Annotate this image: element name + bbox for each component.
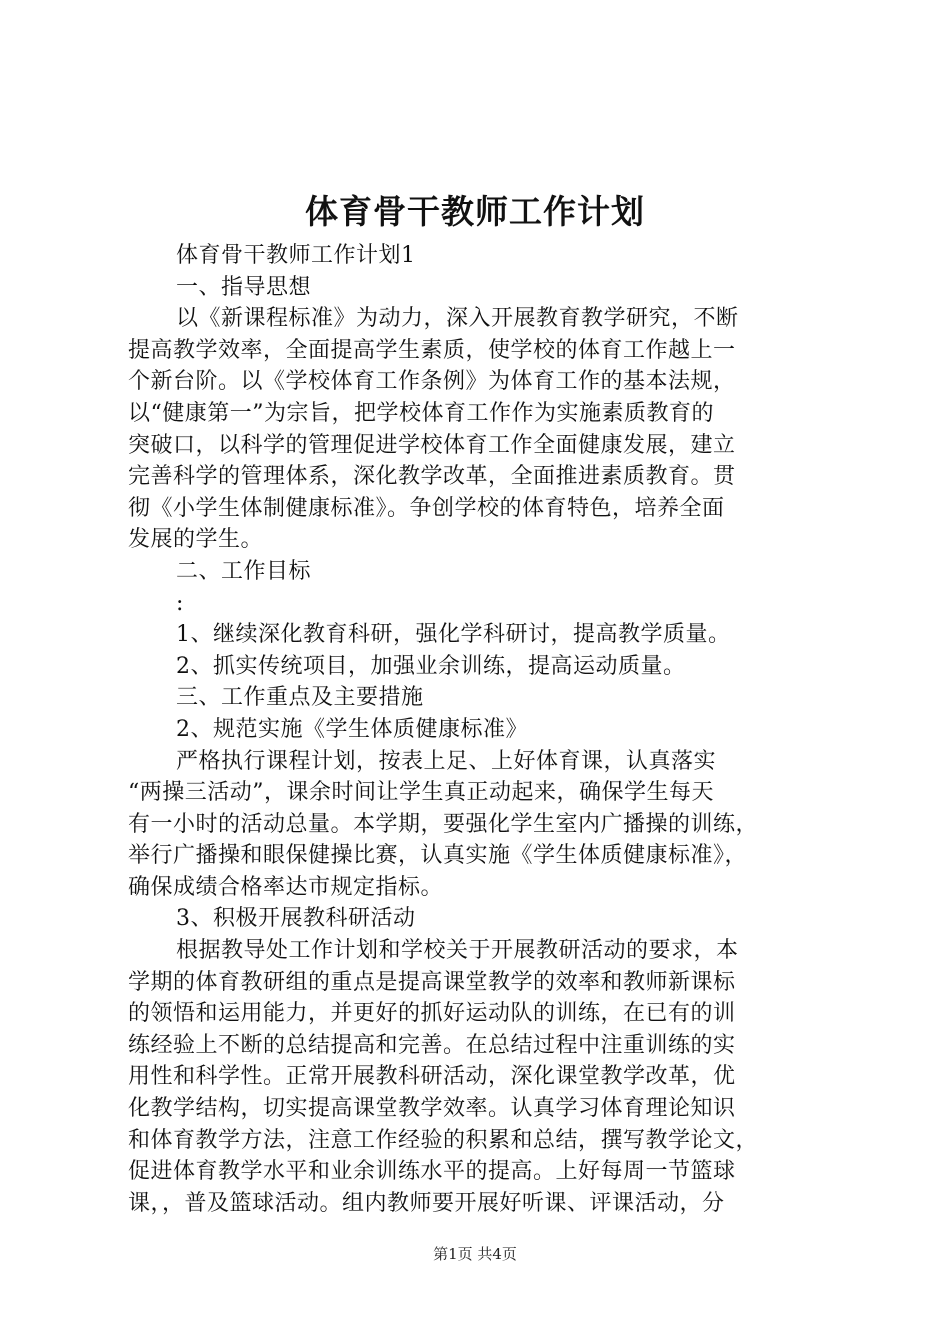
text-line: 3、积极开展教科研活动 [176,906,416,932]
page-footer: 第1页 共4页 [433,1245,517,1263]
text-line: 举行广播操和眼保健操比赛，认真实施《学生体质健康标准》， [128,843,748,869]
text-line: 学期的体育教研组的重点是提高课堂教学的效率和教师新课标 [128,969,736,995]
text-line: 二、工作目标 [176,558,312,584]
text-line: 1、继续深化教育科研，强化学科研讨，提高教学质量。 [176,622,731,648]
text-line: 根据教导处工作计划和学校关于开展教研活动的要求，本 [176,938,739,964]
text-line: 发展的学生。 [128,527,264,553]
text-line: 确保成绩合格率达市规定指标。 [128,874,444,900]
text-line: 促进体育教学水平和业余训练水平的提高。上好每周一节篮球 [128,1159,736,1185]
text-line: “两操三活动”，课余时间让学生真正动起来，确保学生每天 [128,780,714,806]
text-line: 严格执行课程计划，按表上足、上好体育课，认真落实 [176,748,717,774]
text-line: : [176,590,184,616]
text-line: 化教学结构，切实提高课堂教学效率。认真学习体育理论知识 [128,1096,736,1122]
text-line: 提高教学效率，全面提高学生素质，使学校的体育工作越上一 [128,337,736,363]
text-line: 完善科学的管理体系，深化教学改革，全面推进素质教育。贯 [128,464,736,490]
text-line: 课，，普及篮球活动。组内教师要开展好听课、评课活动，分 [128,1190,725,1216]
text-line: 以《新课程标准》为动力，深入开展教育教学研究，不断 [176,306,739,332]
text-line: 和体育教学方法，注意工作经验的积累和总结，撰写教学论文， [128,1127,759,1153]
text-line: 三、工作重点及主要措施 [176,685,424,711]
text-line: 突破口，以科学的管理促进学校体育工作全面健康发展，建立 [128,432,736,458]
text-line: 个新台阶。以《学校体育工作条例》为体育工作的基本法规， [128,369,736,395]
text-line: 以“健康第一”为宗旨，把学校体育工作作为实施素质教育的 [128,400,714,426]
text-line: 练经验上不断的总结提高和完善。在总结过程中注重训练的实 [128,1032,736,1058]
document-title: 体育骨干教师工作计划 [305,192,645,231]
text-line: 有一小时的活动总量。本学期，要强化学生室内广播操的训练， [128,811,759,837]
text-line: 体育骨干教师工作计划1 [176,243,416,268]
text-line: 用性和科学性。正常开展教科研活动，深化课堂教学改革，优 [128,1064,736,1090]
text-line: 彻《小学生体制健康标准》。争创学校的体育特色，培养全面 [128,495,725,521]
text-line: 一、指导思想 [176,274,312,300]
document-body [128,240,828,1219]
text-line: 2、规范实施《学生体质健康标准》 [176,716,528,742]
text-line: 的领悟和运用能力，并更好的抓好运动队的训练，在已有的训 [128,1001,736,1027]
text-line: 2、抓实传统项目，加强业余训练，提高运动质量。 [176,653,686,679]
